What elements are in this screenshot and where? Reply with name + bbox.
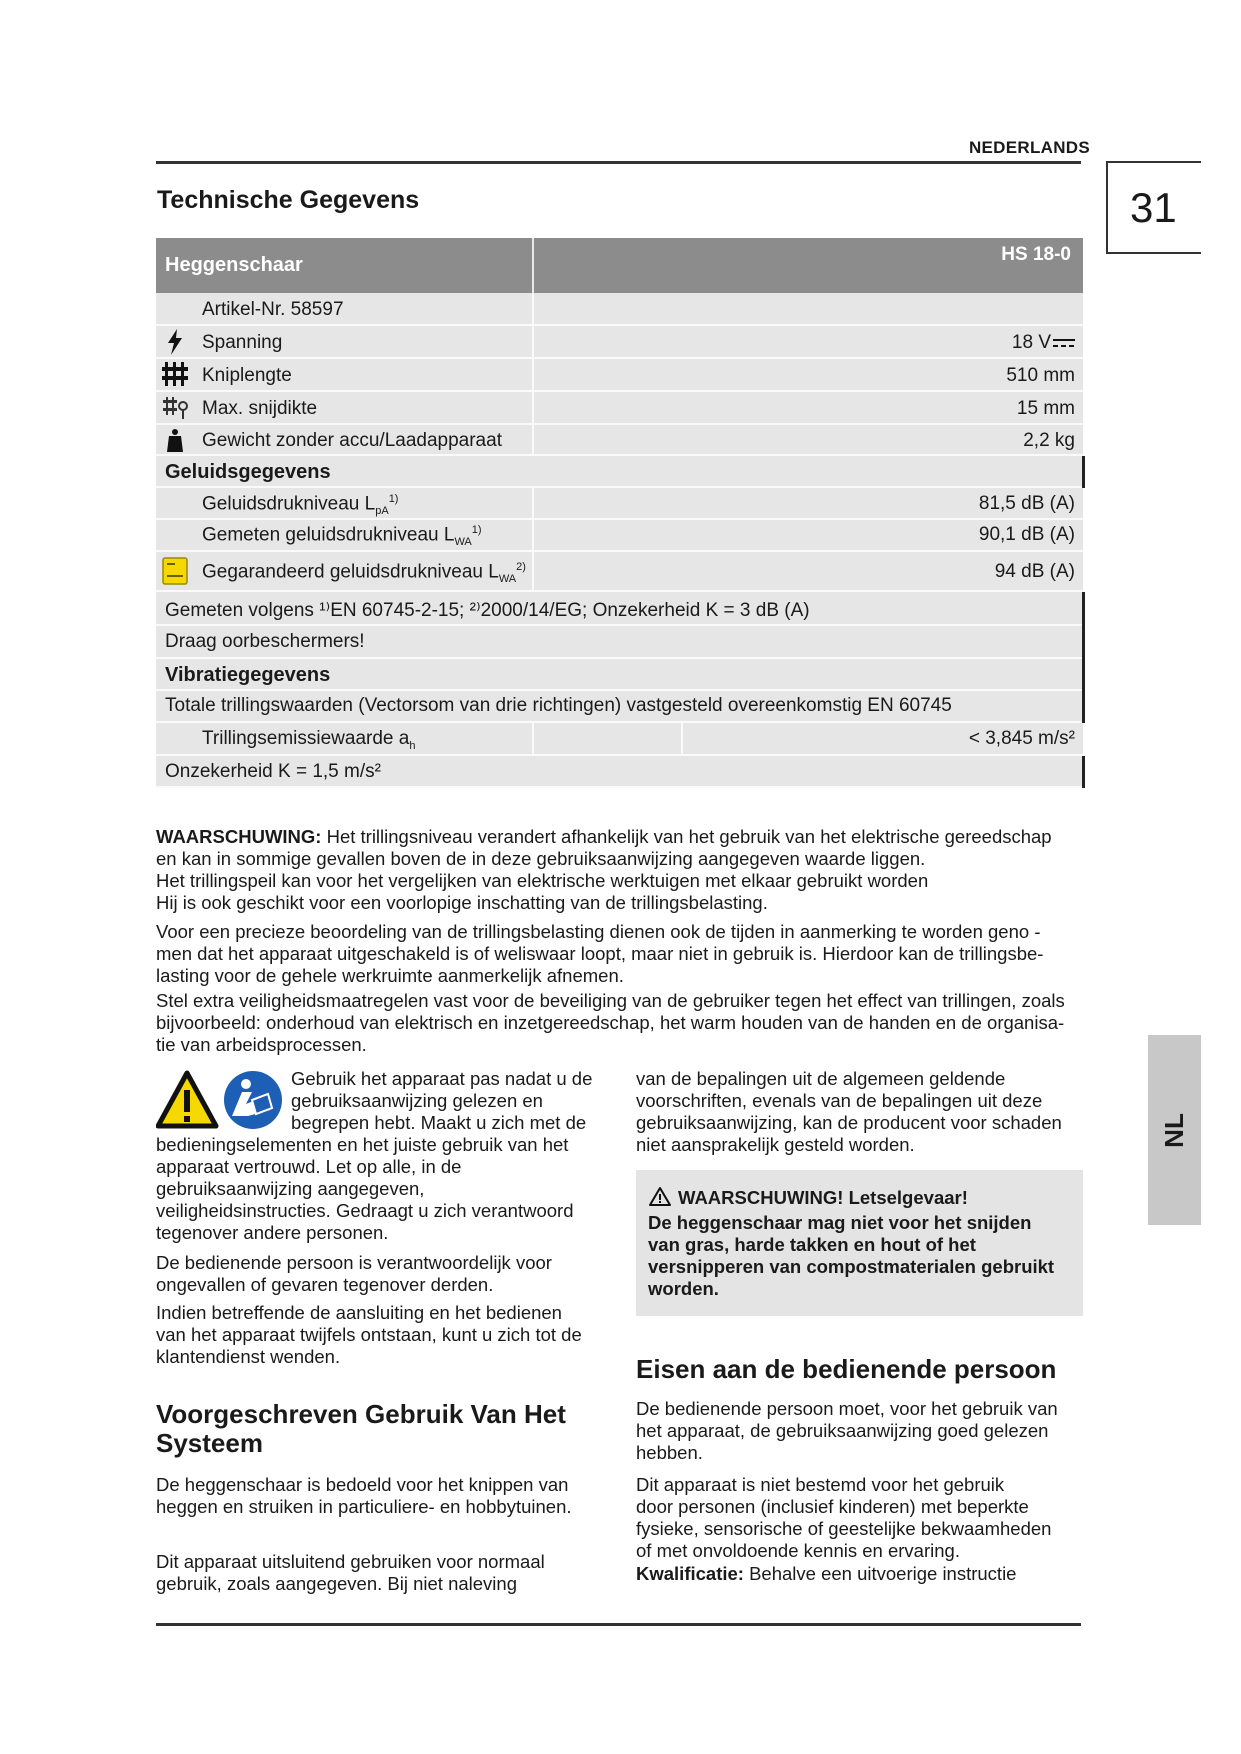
responsibility-paragraph: De bedienende persoon is verantwoordelijk voor ongevallen of gevaren tegenover derden.: [156, 1252, 552, 1295]
table-row: [156, 723, 1083, 756]
cutting-thickness-icon: [156, 392, 194, 423]
spec-table: [156, 238, 1083, 788]
operator-manual-paragraph: De bedienende persoon moet, voor het gebruik van het apparaat, de gebruiksaanwijzing goed gelezen hebben.: [636, 1398, 1058, 1463]
restricted-persons-paragraph: Dit apparaat is niet bestemd voor het gebruik door personen (inclusief kinderen) met beperkte fysieke, sensorische of geestelijke bekwaamheden of met onvoldoende kennis en ervaring.: [636, 1474, 1052, 1561]
model-name: HS 18-0: [1001, 244, 1071, 265]
safety-icons: [156, 1070, 284, 1132]
table-row: [156, 425, 1083, 456]
warning-title: WAARSCHUWING! Letselgevaar!: [648, 1186, 968, 1209]
row-label: Gegarandeerd geluidsdrukniveau $L_{WA}^{2)}$: [202, 561, 526, 586]
table-row: [156, 488, 1083, 520]
table-row: [156, 392, 1083, 425]
row-label: Trillingsemissiewaarde $a_h$: [202, 728, 416, 752]
section-title: Technische Gegevens: [157, 186, 420, 214]
table-row: [156, 592, 1083, 626]
row-value: 18 V: [1011, 332, 1051, 353]
row-label: Spanning: [202, 332, 283, 353]
customer-service-paragraph: Indien betreffende de aansluiting en het bedienen van het apparaat twijfels ontstaan, kunt u zich tot de klantendienst wenden.: [156, 1302, 582, 1367]
table-row: [156, 293, 1083, 326]
liability-paragraph: van de bepalingen uit de algemeen geldende voorschriften, evenals van de bepalingen uit deze gebruiksaanwijzing, kan de producent voor schaden niet aansprakelijk gesteld worden.: [636, 1068, 1062, 1155]
row-label: Gewicht zonder accu/Laadapparaat: [202, 430, 502, 451]
noise-heading: Geluidsgegevens: [165, 461, 331, 483]
top-divider: [156, 161, 1081, 164]
assessment-paragraph: Voor een precieze beoordeling van de trillingsbelasting dienen ook de tijden in aanmerking te worden geno - men dat het apparaat uitgeschakeld is of weliswaar loopt, maar niet in gebruik is. Hierdoor kan de trillingsbe- lasting voor de gehele werkruimte aanmerkelijk afnemen.: [156, 921, 1044, 986]
intended-use-paragraph: De heggenschaar is bedoeld voor het knippen van heggen en struiken in particuliere- en hobbytuinen.: [156, 1474, 572, 1517]
warning-label: WAARSCHUWING:: [156, 826, 322, 847]
table-row: [156, 359, 1083, 392]
warning-triangle-icon: [648, 1186, 672, 1207]
row-label: Gemeten geluidsdrukniveau $L_{WA}^{1)}$: [202, 524, 482, 549]
injury-warning-box: [636, 1170, 1083, 1316]
row-value: 2,2 kg: [1023, 430, 1075, 451]
warning-triangle-icon: [158, 1073, 216, 1126]
row-value: 81,5 dB (A): [978, 493, 1075, 514]
usage-intro: bedieningselementen en het juiste gebruik van het apparaat vertrouwd. Let op alle, in de gebruiksaanwijzing aangegeven, veiligheidsinstructies. Gedraagt u zich verantwoord tegenover andere personen.: [156, 1134, 574, 1243]
row-value: 94 dB (A): [994, 561, 1075, 582]
operator-requirements-heading: Eisen aan de bedienende persoon: [636, 1354, 1057, 1384]
safety-measures-paragraph: Stel extra veiligheidsmaatregelen vast voor de beveiliging van de gebruiker tegen het effect van trillingen, zoals bijvoorbeeld: onderhoud van elektrisch en inzetgereedschap, het warm houden van de handen en de organisa- tie van arbeidsprocessen.: [156, 990, 1065, 1055]
page-number: 31: [1106, 161, 1201, 254]
voltage-icon: [156, 326, 194, 357]
ear-protection-note: Draag oorbeschermers!: [165, 631, 365, 652]
blade-length-icon: [156, 359, 194, 390]
weight-icon: [156, 425, 194, 454]
row-label: Geluidsdrukniveau $L_{pA}^{1)}$: [202, 493, 399, 518]
table-row: [156, 691, 1083, 723]
measured-note: Gemeten volgens ¹⁾EN 60745-2-15; ²⁾2000/14/EG; Onzekerheid K = 3 dB (A): [165, 600, 810, 621]
product-name: Heggenschaar: [156, 238, 534, 293]
table-row: [156, 626, 1083, 659]
language-tab: NL: [1148, 1035, 1201, 1225]
table-row: [156, 456, 1083, 488]
table-row: [156, 659, 1083, 691]
table-row: [156, 326, 1083, 359]
table-row: [156, 520, 1083, 552]
spec-table-header: [156, 238, 1083, 293]
warning-body: De heggenschaar mag niet voor het snijden van gras, harde takken en hout of het versnipperen van compostmaterialen gebruikt worden.: [648, 1212, 1055, 1299]
vibration-warning: WAARSCHUWING: Het trillingsniveau verandert afhankelijk van het gebruik van het elektrische gereedschap en kan in sommige gevallen boven de in deze gebruiksaanwijzing aangegeven waarde liggen. Het trillingspeil kan voor het vergelijken van elektrische werktuigen met elkaar gebruikt worden Hij is ook geschikt voor een voorlopige inschatting van de trillingsbelasting.: [156, 826, 1052, 913]
read-manual-icon: [224, 1071, 282, 1129]
row-value: 90,1 dB (A): [978, 524, 1075, 545]
vibration-heading: Vibratiegegevens: [165, 664, 331, 686]
article-number: Artikel-Nr. 58597: [202, 299, 344, 320]
row-label: Kniplengte: [202, 365, 292, 386]
qualification-line: Kwalificatie: Behalve een uitvoerige instructie: [636, 1563, 1017, 1584]
normal-use-paragraph: Dit apparaat uitsluitend gebruiken voor normaal gebruik, zoals aangegeven. Bij niet naleving: [156, 1551, 545, 1594]
vibration-total: Totale trillingswaarden (Vectorsom van drie richtingen) vastgesteld overeenkomstig EN 60745: [165, 695, 952, 716]
table-row: [156, 756, 1083, 788]
intended-use-heading: Voorgeschreven Gebruik Van Het Systeem: [156, 1399, 566, 1458]
row-value: < 3,845 m/s²: [968, 728, 1075, 749]
uncertainty-note: Onzekerheid K = 1,5 m/s²: [165, 761, 381, 782]
noise-label-icon: [156, 552, 194, 590]
row-value: 15 mm: [1016, 398, 1075, 419]
language-label: NEDERLANDS: [968, 138, 1090, 157]
row-label: Max. snijdikte: [202, 398, 318, 419]
row-value: 510 mm: [1006, 365, 1075, 386]
bottom-divider: [156, 1623, 1081, 1626]
usage-intro-indented: Gebruik het apparaat pas nadat u de gebruiksaanwijzing gelezen en begrepen hebt. Maakt u zich met de: [291, 1068, 593, 1133]
table-row: [156, 552, 1083, 592]
